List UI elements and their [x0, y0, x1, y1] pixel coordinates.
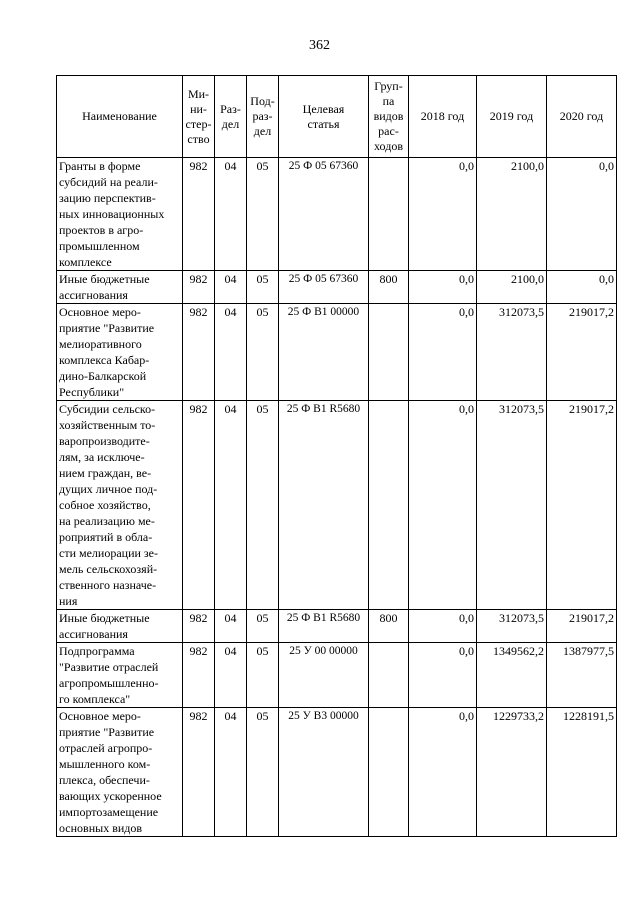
row-section: 04 [215, 271, 247, 304]
row-2019: 2100,0 [477, 271, 547, 304]
header-ministry: Ми- ни- стер- ство [183, 76, 215, 158]
row-2018: 0,0 [409, 708, 477, 837]
header-subsection: Под- раз- дел [247, 76, 279, 158]
row-name: Основное меро- приятие "Развитие мелиоративного комплекса Кабар- дино-Балкарской Республики" [57, 304, 183, 401]
row-2020: 219017,2 [547, 401, 617, 610]
table-row [57, 271, 617, 304]
row-group: 800 [369, 271, 409, 304]
row-name: Иные бюджетные ассигнования [57, 610, 183, 643]
header-2018: 2018 год [409, 76, 477, 158]
row-2018: 0,0 [409, 271, 477, 304]
row-group [369, 708, 409, 837]
row-section: 04 [215, 158, 247, 271]
row-group [369, 304, 409, 401]
table-row [57, 610, 617, 643]
row-2019: 1229733,2 [477, 708, 547, 837]
row-2018: 0,0 [409, 401, 477, 610]
row-subsection: 05 [247, 610, 279, 643]
row-2018: 0,0 [409, 158, 477, 271]
row-2020: 219017,2 [547, 610, 617, 643]
row-section: 04 [215, 610, 247, 643]
header-2019: 2019 год [477, 76, 547, 158]
row-subsection: 05 [247, 708, 279, 837]
table-row [57, 304, 617, 401]
table-header-row [57, 76, 617, 158]
row-2019: 312073,5 [477, 610, 547, 643]
row-2018: 0,0 [409, 610, 477, 643]
row-ministry: 982 [183, 610, 215, 643]
row-target: 25 У 00 00000 [279, 643, 369, 708]
row-target: 25 У В3 00000 [279, 708, 369, 837]
header-name: Наименование [57, 76, 183, 158]
header-group: Груп- па видов рас- ходов [369, 76, 409, 158]
row-ministry: 982 [183, 708, 215, 837]
row-subsection: 05 [247, 271, 279, 304]
table-row [57, 401, 617, 610]
row-target: 25 Ф 05 67360 [279, 271, 369, 304]
row-section: 04 [215, 708, 247, 837]
row-2020: 0,0 [547, 271, 617, 304]
row-2020: 1228191,5 [547, 708, 617, 837]
row-2018: 0,0 [409, 304, 477, 401]
table-row [57, 708, 617, 837]
row-group [369, 643, 409, 708]
row-section: 04 [215, 643, 247, 708]
row-subsection: 05 [247, 401, 279, 610]
row-subsection: 05 [247, 643, 279, 708]
page-number: 362 [309, 38, 330, 53]
header-target: Целевая статья [279, 76, 369, 158]
row-name: Подпрограмма "Развитие отраслей агропромышленно- го комплекса" [57, 643, 183, 708]
row-2019: 2100,0 [477, 158, 547, 271]
row-ministry: 982 [183, 401, 215, 610]
table-row [57, 643, 617, 708]
row-target: 25 Ф В1 R5680 [279, 401, 369, 610]
row-target: 25 Ф В1 00000 [279, 304, 369, 401]
row-2019: 1349562,2 [477, 643, 547, 708]
row-2020: 219017,2 [547, 304, 617, 401]
header-section: Раз- дел [215, 76, 247, 158]
row-group [369, 158, 409, 271]
row-section: 04 [215, 304, 247, 401]
row-subsection: 05 [247, 158, 279, 271]
row-ministry: 982 [183, 304, 215, 401]
row-name: Гранты в форме субсидий на реали- зацию перспектив- ных инновационных проектов в агро- промышленном комплексе [57, 158, 183, 271]
row-ministry: 982 [183, 643, 215, 708]
header-2020: 2020 год [547, 76, 617, 158]
row-name: Субсидии сельско- хозяйственным то- варопроизводите- лям, за исключе- нием граждан, ве- дущих личное под- собное хозяйство, на реализацию ме- роприятий в обла- сти мелиорации зе- мель сельскохозяй- ственного назначе- ния [57, 401, 183, 610]
row-2020: 1387977,5 [547, 643, 617, 708]
row-group [369, 401, 409, 610]
row-ministry: 982 [183, 158, 215, 271]
row-2020: 0,0 [547, 158, 617, 271]
row-target: 25 Ф В1 R5680 [279, 610, 369, 643]
row-ministry: 982 [183, 271, 215, 304]
row-section: 04 [215, 401, 247, 610]
row-name: Основное меро- приятие "Развитие отраслей агропро- мышленного ком- плекса, обеспечи- вающих ускоренное импортозамещение основных видов [57, 708, 183, 837]
row-group: 800 [369, 610, 409, 643]
row-target: 25 Ф 05 67360 [279, 158, 369, 271]
row-name: Иные бюджетные ассигнования [57, 271, 183, 304]
row-2019: 312073,5 [477, 304, 547, 401]
row-2018: 0,0 [409, 643, 477, 708]
budget-table [56, 75, 617, 837]
row-subsection: 05 [247, 304, 279, 401]
table-row [57, 158, 617, 271]
row-2019: 312073,5 [477, 401, 547, 610]
